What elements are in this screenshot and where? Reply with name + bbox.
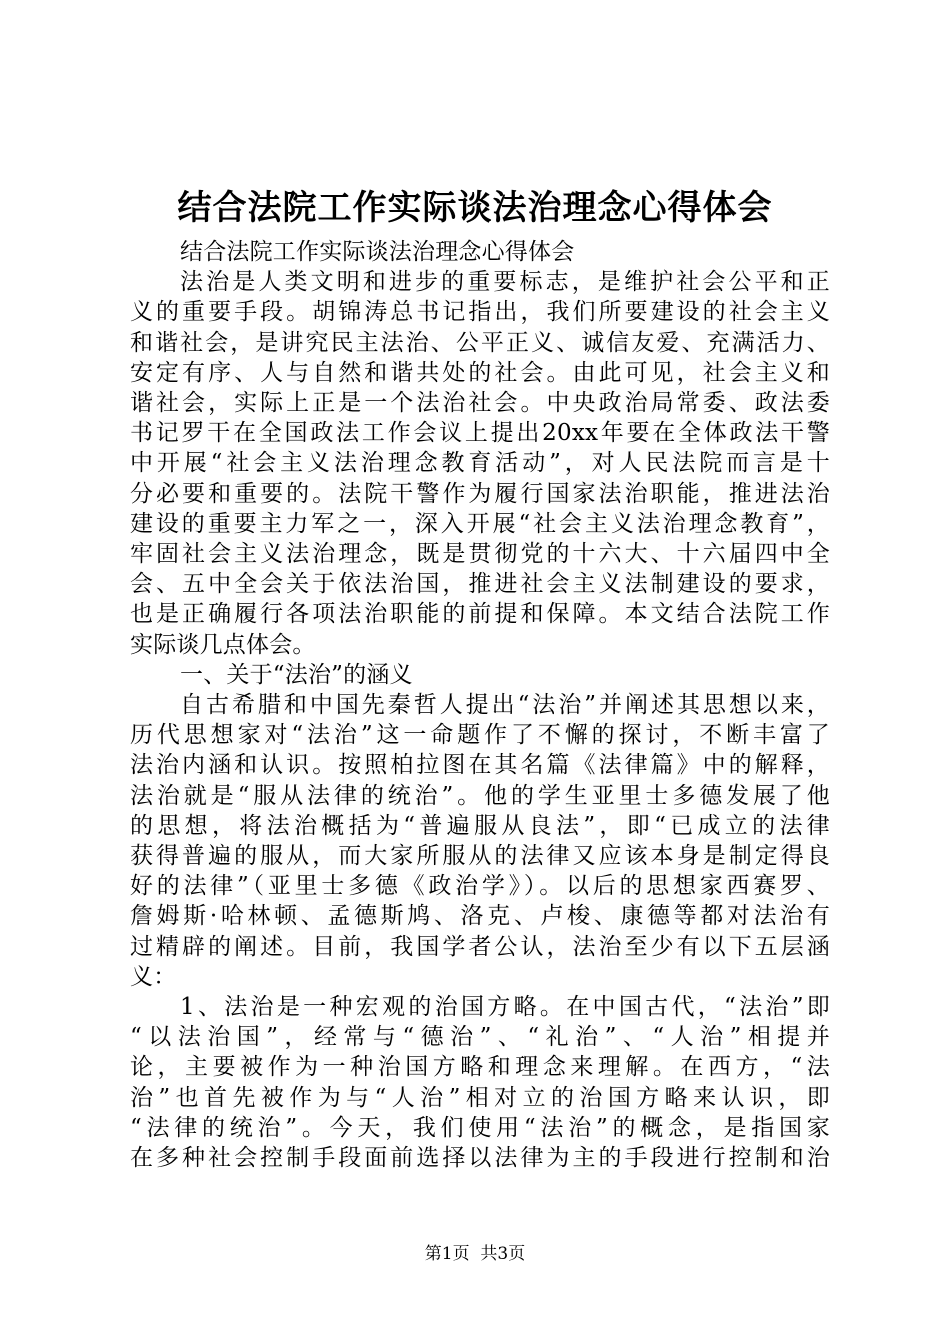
body-line: 结合法院工作实际谈法治理念心得体会 (180, 239, 575, 265)
body-line: 法治是人类文明和进步的重要标志，是维护社会公平和正 (180, 269, 830, 296)
body-line: 论，主要被作为一种治国方略和理念来理解。在西方，“法 (130, 1054, 830, 1081)
body-line: 自古希腊和中国先秦哲人提出“法治”并阐述其思想以来， (180, 692, 830, 719)
body-line: 在多种社会控制手段面前选择以法律为主的手段进行控制和治 (130, 1145, 830, 1172)
body-line: 谐社会，实际上正是一个法治社会。中央政治局常委、政法委 (130, 390, 830, 417)
body-line: 詹姆斯·哈林顿、孟德斯鸠、洛克、卢梭、康德等都对法治有 (130, 903, 830, 930)
body-line: 书记罗干在全国政法工作会议上提出20xx年要在全体政法干警 (130, 420, 830, 447)
body-line: 实际谈几点体会。 (130, 631, 316, 658)
document-body (130, 237, 830, 1173)
body-line: 会、五中全会关于依法治国，推进社会主义法制建设的要求， (130, 571, 830, 598)
body-line: 安定有序、人与自然和谐共处的社会。由此可见，社会主义和 (130, 359, 830, 386)
body-line: 义： (130, 963, 177, 990)
document-title: 结合法院工作实际谈法治理念心得体会 (177, 188, 773, 228)
body-line: 分必要和重要的。法院干警作为履行国家法治职能，推进法治 (130, 480, 830, 507)
body-line: 治”也首先被作为与“人治”相对立的治国方略来认识，即 (130, 1084, 830, 1111)
body-line: 义的重要手段。胡锦涛总书记指出，我们所要建设的社会主义 (130, 299, 830, 326)
body-line: “法律的统治”。今天，我们使用“法治”的概念，是指国家 (130, 1114, 830, 1141)
body-line: 牢固社会主义法治理念，既是贯彻党的十六大、十六届四中全 (130, 541, 830, 568)
body-line: 过精辟的阐述。目前，我国学者公认，法治至少有以下五层涵 (130, 933, 830, 960)
body-line: 也是正确履行各项法治职能的前提和保障。本文结合法院工作 (130, 601, 830, 628)
body-line: 历代思想家对“法治”这一命题作了不懈的探讨，不断丰富了 (130, 722, 830, 749)
body-line: 法治就是“服从法律的统治”。他的学生亚里士多德发展了他 (130, 782, 830, 809)
body-line: 中开展“社会主义法治理念教育活动”，对人民法院而言是十 (130, 450, 830, 477)
body-line: 1、法治是一种宏观的治国方略。在中国古代，“法治”即 (180, 994, 830, 1021)
body-line: 建设的重要主力军之一，深入开展“社会主义法治理念教育”， (130, 510, 830, 537)
body-line: 好的法律”（亚里士多德《政治学》）。以后的思想家西赛罗、 (130, 873, 830, 900)
body-line: 和谐社会，是讲究民主法治、公平正义、诚信友爱、充满活力、 (130, 329, 830, 356)
body-line: “以法治国”，经常与“德治”、“礼治”、“人治”相提并 (130, 1024, 830, 1051)
body-line: 一、关于“法治”的涵义 (180, 661, 413, 688)
page-footer: 第1页 共3页 (424, 1244, 526, 1264)
body-line: 法治内涵和认识。按照柏拉图在其名篇《法律篇》中的解释， (130, 752, 830, 779)
body-line: 获得普遍的服从，而大家所服从的法律又应该本身是制定得良 (130, 843, 830, 870)
body-line: 的思想，将法治概括为“普遍服从良法”，即“已成立的法律 (130, 812, 830, 839)
